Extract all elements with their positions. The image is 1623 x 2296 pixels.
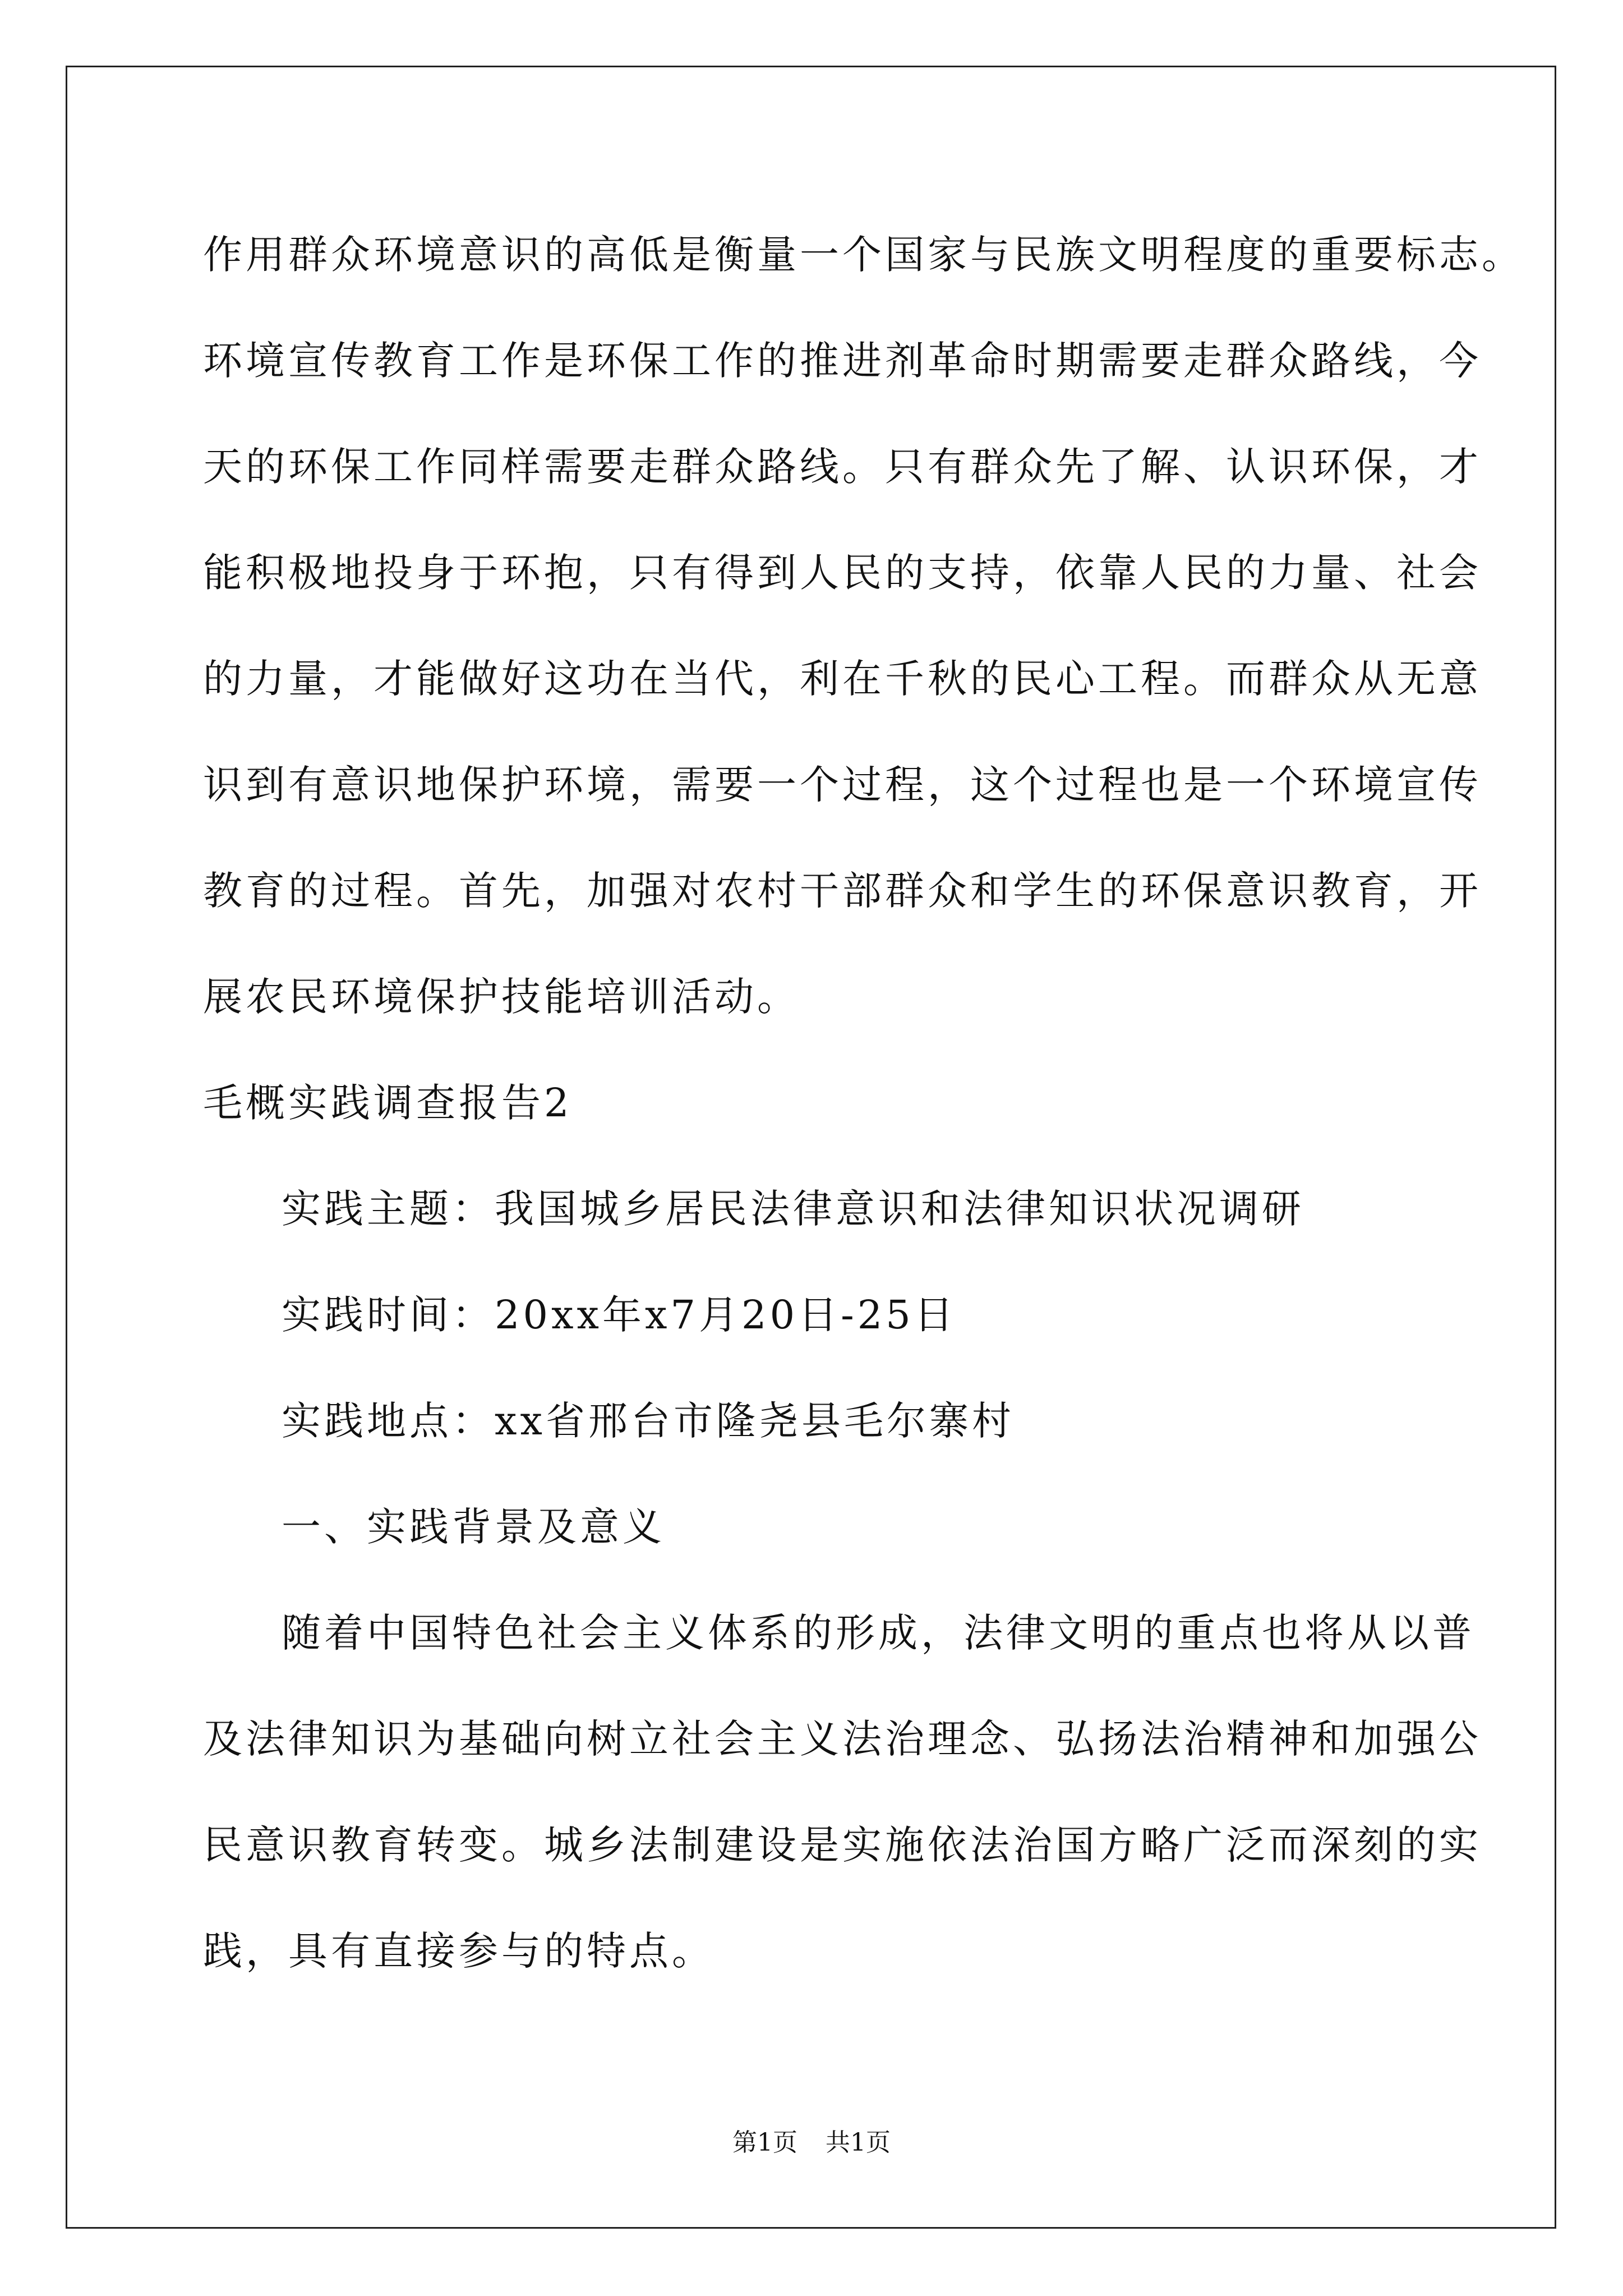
paragraph-line: 展农民环境保护技能培训活动。	[203, 974, 800, 1020]
paragraph-line: 随着中国特色社会主义体系的形成，法律文明的重点也将从以普	[282, 1610, 1475, 1656]
paragraph-line: 及法律知识为基础向树立社会主义法治理念、弘扬法治精神和加强公	[203, 1716, 1482, 1762]
paragraph-line: 识到有意识地保护环境，需要一个过程，这个过程也是一个环境宣传	[203, 762, 1482, 808]
practice-time: 实践时间：20xx年x7月20日-25日	[282, 1292, 957, 1338]
page-footer	[0, 2126, 1623, 2160]
paragraph-line: 能积极地投身于环抱，只有得到人民的支持，依靠人民的力量、社会	[203, 550, 1482, 596]
paragraph-line: 民意识教育转变。城乡法制建设是实施依法治国方略广泛而深刻的实	[203, 1822, 1482, 1868]
paragraph-line: 天的环保工作同样需要走群众路线。只有群众先了解、认识环保，才	[203, 444, 1482, 490]
paragraph-line: 环境宣传教育工作是环保工作的推进剂革命时期需要走群众路线，今	[203, 338, 1482, 384]
practice-theme: 实践主题：我国城乡居民法律意识和法律知识状况调研	[282, 1186, 1304, 1232]
page-number: 第1页	[732, 2128, 797, 2157]
document-body	[203, 202, 1524, 2004]
heading-background: 一、实践背景及意义	[282, 1504, 665, 1550]
page-total: 共1页	[826, 2128, 891, 2157]
paragraph-line: 的力量，才能做好这功在当代，利在千秋的民心工程。而群众从无意	[203, 656, 1482, 702]
section-title: 毛概实践调查报告2	[203, 1080, 573, 1126]
paragraph-line: 作用群众环境意识的高低是衡量一个国家与民族文明程度的重要标志。	[203, 232, 1524, 278]
paragraph-line: 教育的过程。首先，加强对农村干部群众和学生的环保意识教育，开	[203, 868, 1482, 914]
paragraph-line: 践，具有直接参与的特点。	[203, 1928, 714, 1974]
practice-place: 实践地点：xx省邢台市隆尧县毛尔寨村	[282, 1398, 1015, 1444]
